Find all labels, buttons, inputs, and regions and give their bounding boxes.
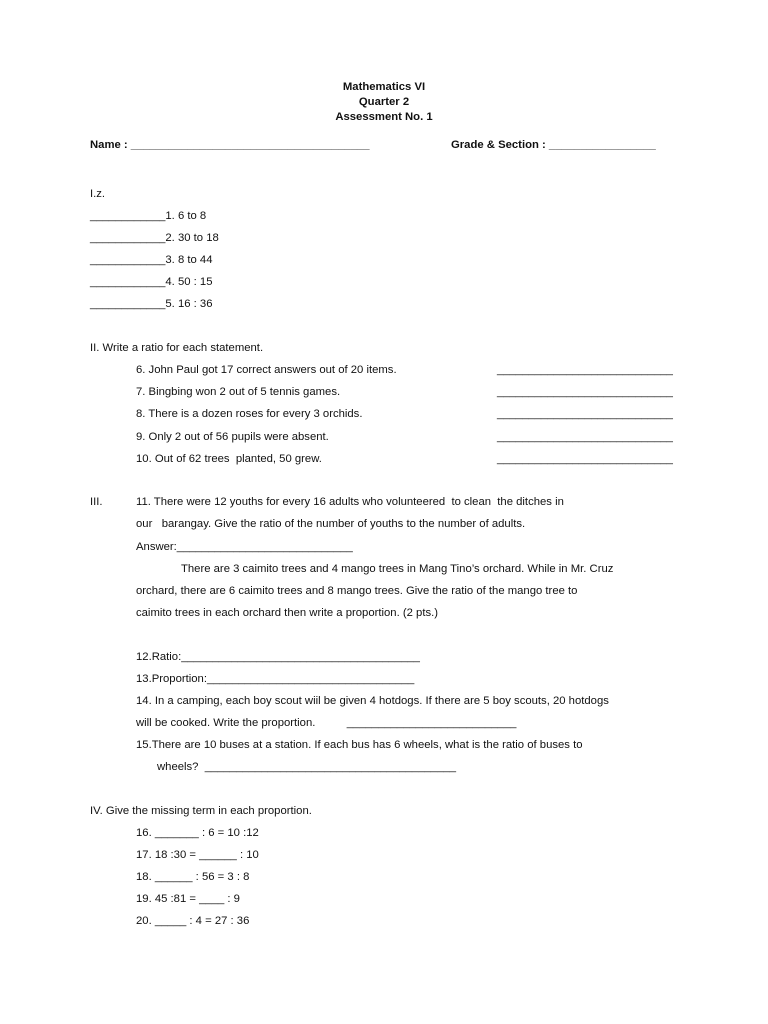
part4-item: 17. 18 :30 = ______ : 10 <box>136 849 259 861</box>
question-14-line1: 14. In a camping, each boy scout wiil be given 4 hotdogs. If there are 5 boy scouts, 20 hotdogs <box>136 695 609 707</box>
grade-section-field: Grade & Section : _________________ <box>451 139 656 151</box>
part2-item: 7. Bingbing won 2 out of 5 tennis games. <box>136 386 341 398</box>
assessment-label: Assessment No. 1 <box>335 111 433 123</box>
orchard-paragraph-line3: caimito trees in each orchard then write a proportion. (2 pts.) <box>136 607 439 619</box>
answer-line: ____________________________ <box>497 386 673 398</box>
question-11-answer: Answer:____________________________ <box>136 541 353 553</box>
question-11-line2: our barangay. Give the ratio of the number of youths to the number of adults. <box>136 518 526 530</box>
part1-heading: I.z. <box>90 188 106 200</box>
question-15-line1: 15.There are 10 buses at a station. If each bus has 6 wheels, what is the ratio of buses to <box>136 739 583 751</box>
part4-item: 16. _______ : 6 = 10 :12 <box>136 827 259 839</box>
part2-item: 9. Only 2 out of 56 pupils were absent. <box>136 431 329 443</box>
part1-item: ____________2. 30 to 18 <box>90 232 219 244</box>
part4-item: 19. 45 :81 = ____ : 9 <box>136 893 240 905</box>
orchard-paragraph-line1: There are 3 caimito trees and 4 mango trees in Mang Tino’s orchard. While in Mr. Cruz <box>181 563 614 575</box>
part2-item: 10. Out of 62 trees planted, 50 grew. <box>136 453 322 465</box>
quarter-label: Quarter 2 <box>358 96 410 108</box>
orchard-paragraph-line2: orchard, there are 6 caimito trees and 8 mango trees. Give the ratio of the mango tree to <box>136 585 578 597</box>
part1-item: ____________5. 16 : 36 <box>90 298 213 310</box>
worksheet-title: Mathematics VI <box>342 81 426 93</box>
question-12: 12.Ratio:______________________________________ <box>136 651 420 663</box>
answer-line: ____________________________ <box>497 408 673 420</box>
answer-line: ____________________________ <box>497 431 673 443</box>
part1-item: ____________1. 6 to 8 <box>90 210 207 222</box>
part1-item: ____________3. 8 to 44 <box>90 254 213 266</box>
part2-heading: II. Write a ratio for each statement. <box>90 342 264 354</box>
answer-line: ____________________________ <box>497 453 673 465</box>
question-15-line2: wheels? ________________________________________ <box>157 761 457 773</box>
question-14-line2: will be cooked. Write the proportion. ___________________________ <box>136 717 517 729</box>
question-11-line1: 11. There were 12 youths for every 16 adults who volunteered to clean the ditches in <box>136 496 564 508</box>
name-field: Name : ______________________________________ <box>90 139 370 151</box>
answer-line: ____________________________ <box>497 364 673 376</box>
part2-item: 8. There is a dozen roses for every 3 orchids. <box>136 408 363 420</box>
part3-heading: III. <box>90 496 103 508</box>
part4-heading: IV. Give the missing term in each proportion. <box>90 805 312 817</box>
part4-item: 20. _____ : 4 = 27 : 36 <box>136 915 250 927</box>
question-13: 13.Proportion:_________________________________ <box>136 673 415 685</box>
part4-item: 18. ______ : 56 = 3 : 8 <box>136 871 250 883</box>
part2-item: 6. John Paul got 17 correct answers out of 20 items. <box>136 364 397 376</box>
part1-item: ____________4. 50 : 15 <box>90 276 213 288</box>
